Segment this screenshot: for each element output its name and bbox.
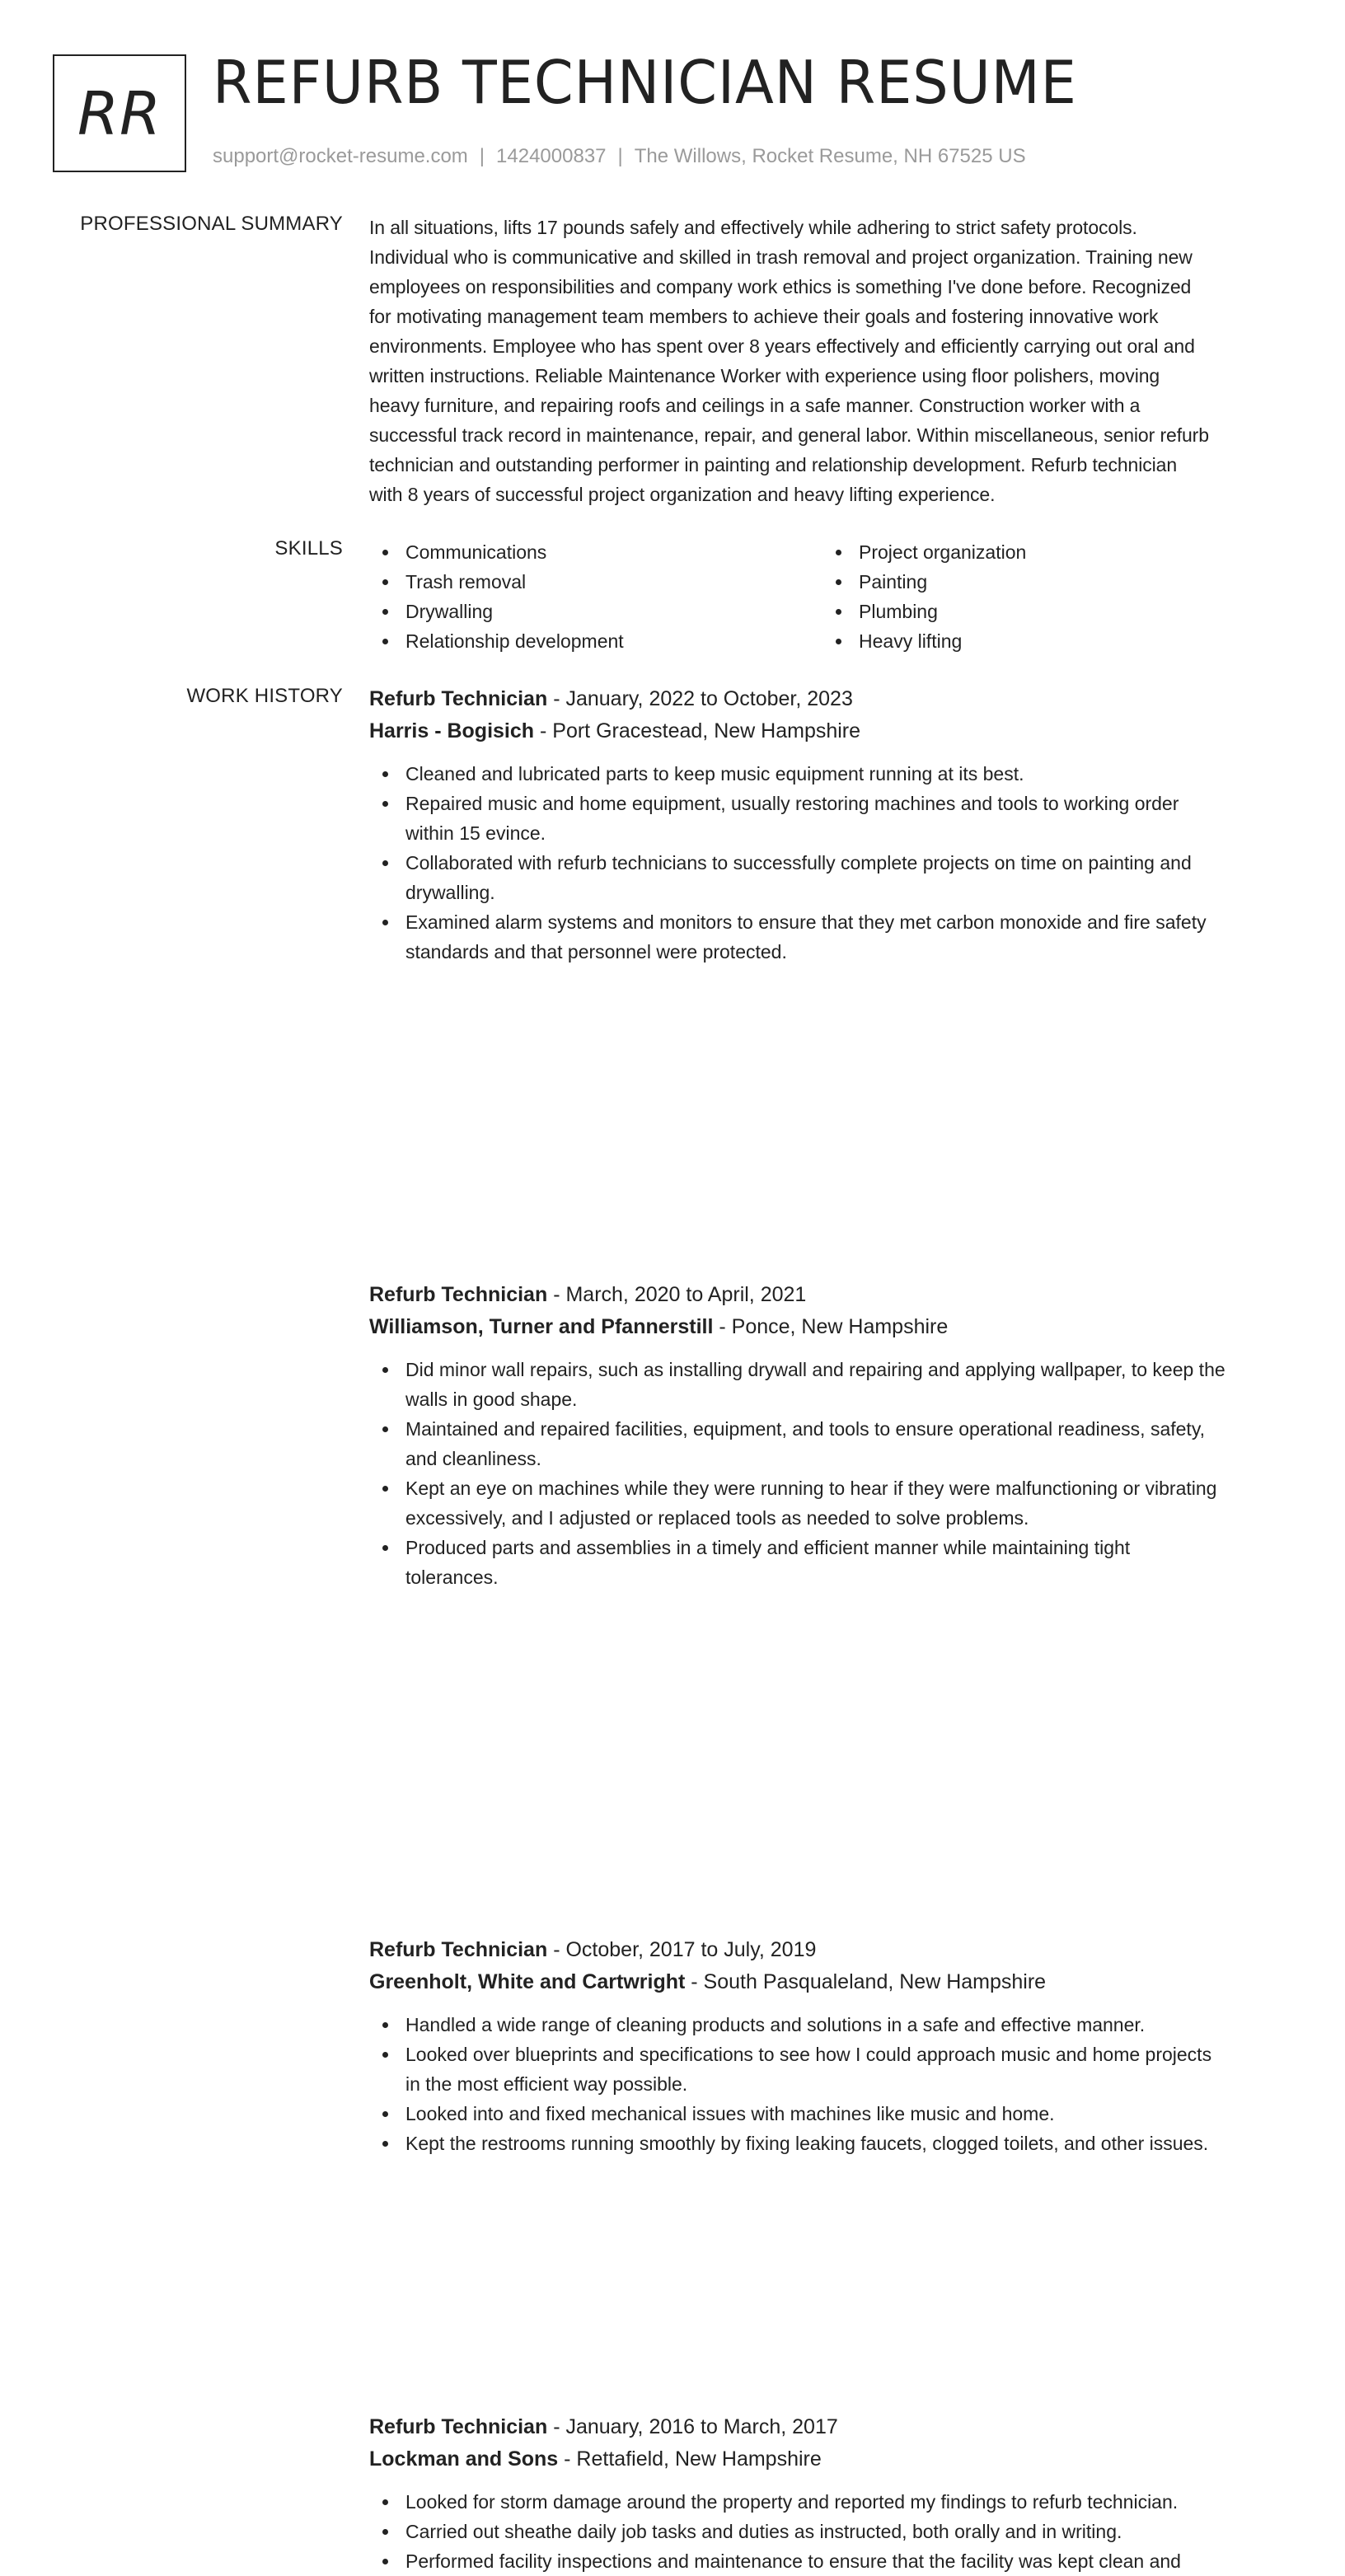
job-title-line <box>369 1934 1292 1966</box>
job-location: - South Pasqualeland, New Hampshire <box>685 1970 1047 1993</box>
job-company: Lockman and Sons <box>369 2447 559 2471</box>
summary-line: written instructions. Reliable Maintenance Worker with experience using floor polishers, moving <box>369 365 1160 386</box>
duty-item <box>369 759 1292 789</box>
monogram-initials: RR <box>77 78 162 148</box>
job-entry <box>369 2411 1292 2576</box>
duty-item <box>369 848 1292 907</box>
duty-item <box>369 2040 1292 2099</box>
job-dates: - October, 2017 to July, 2019 <box>547 1938 817 1961</box>
summary-line: employees on responsibilities and company work ethics is something I've done before. Recognized <box>369 276 1192 297</box>
duty-item <box>369 2487 1292 2517</box>
duty-item <box>369 2010 1292 2040</box>
duty-line: Kept an eye on machines while they were running to hear if they were malfunctioning or vibrating <box>405 1478 1217 1499</box>
duty-line: Did minor wall repairs, such as installing drywall and repairing and applying wallpaper, to keep the <box>405 1359 1225 1380</box>
summary-line: heavy furniture, and repairing roofs and ceilings in a safe manner. Construction worker with a <box>369 395 1141 416</box>
job-company-line <box>369 2443 1292 2475</box>
duty-line: Looked over blueprints and specifications to see how I could approach music and home projects <box>405 2044 1212 2065</box>
section-label-skills: SKILLS <box>274 537 343 560</box>
summary-line: environments. Employee who has spent over 8 years effectively and efficiently carrying out oral and <box>369 335 1195 357</box>
duty-line: Carried out sheathe daily job tasks and duties as instructed, both orally and in writing. <box>405 2521 1122 2542</box>
job-duties <box>369 759 1292 967</box>
duty-line: excessively, and I adjusted or replaced tools as needed to solve problems. <box>405 1507 1029 1529</box>
job-company-line <box>369 715 1292 747</box>
skill-item: Painting <box>822 567 1276 597</box>
contact-line <box>213 145 1026 168</box>
job-dates: - January, 2016 to March, 2017 <box>547 2415 838 2438</box>
duty-line: and cleanliness. <box>405 1448 541 1469</box>
summary-line: successful track record in maintenance, repair, and general labor. Within miscellaneous, senior refurb <box>369 424 1209 446</box>
job-title: Refurb Technician <box>369 2415 548 2438</box>
summary-line: with 8 years of successful project organization and heavy lifting experience. <box>369 484 996 505</box>
job-company: Harris - Bogisich <box>369 719 535 742</box>
duty-line: Handled a wide range of cleaning products and solutions in a safe and effective manner. <box>405 2014 1146 2035</box>
job-company-line <box>369 1311 1292 1343</box>
job-title-line <box>369 2411 1292 2443</box>
duty-item <box>369 2129 1292 2158</box>
job-duties <box>369 1355 1292 1592</box>
summary-text <box>369 213 1292 509</box>
job-location: - Rettafield, New Hampshire <box>558 2447 822 2471</box>
duty-line: Kept the restrooms running smoothly by fixing leaking faucets, clogged toilets, and other issues. <box>405 2133 1209 2154</box>
job-duties <box>369 2010 1292 2158</box>
job-dates: - March, 2020 to April, 2021 <box>547 1283 807 1306</box>
duty-line: in the most efficient way possible. <box>405 2073 688 2095</box>
summary-line: for motivating management team members to achieve their goals and fostering innovative work <box>369 306 1159 327</box>
skill-item: Relationship development <box>369 626 822 656</box>
job-entry <box>369 1934 1292 2158</box>
duty-line: within 15 evince. <box>405 822 546 844</box>
job-title-line <box>369 683 1292 715</box>
job-company: Williamson, Turner and Pfannerstill <box>369 1315 714 1338</box>
skill-item: Heavy lifting <box>822 626 1276 656</box>
skills-column-right <box>822 537 1276 656</box>
duty-item <box>369 2517 1292 2546</box>
duty-item <box>369 789 1292 848</box>
job-duties <box>369 2487 1292 2576</box>
job-entry <box>369 683 1292 967</box>
monogram-box <box>53 54 186 172</box>
job-company: Greenholt, White and Cartwright <box>369 1970 686 1993</box>
job-dates: - January, 2022 to October, 2023 <box>547 687 853 710</box>
work-history-section <box>0 683 1345 2572</box>
duty-line: Examined alarm systems and monitors to ensure that they met carbon monoxide and fire safety <box>405 911 1207 933</box>
duty-item <box>369 1355 1292 1414</box>
contact-separator: | <box>479 145 485 167</box>
job-title: Refurb Technician <box>369 687 548 710</box>
skill-item: Plumbing <box>822 597 1276 626</box>
duty-line: standards and that personnel were protected. <box>405 941 787 962</box>
skills-grid <box>369 537 1292 656</box>
duty-line: Collaborated with refurb technicians to successfully complete projects on time on painting and <box>405 852 1192 873</box>
skills-column-left <box>369 537 822 656</box>
duty-line: Cleaned and lubricated parts to keep music equipment running at its best. <box>405 763 1024 785</box>
job-location: - Ponce, New Hampshire <box>713 1315 949 1338</box>
duty-line: walls in good shape. <box>405 1389 578 1410</box>
section-label-summary: PROFESSIONAL SUMMARY <box>80 213 343 235</box>
duty-item <box>369 2099 1292 2129</box>
job-location: - Port Gracestead, New Hampshire <box>534 719 861 742</box>
skill-item: Project organization <box>822 537 1276 567</box>
duty-line: Looked for storm damage around the property and reported my findings to refurb technician. <box>405 2491 1179 2513</box>
summary-line: In all situations, lifts 17 pounds safely and effectively while adhering to strict safety protocols. <box>369 217 1137 238</box>
contact-address: The Willows, Rocket Resume, NH 67525 US <box>634 145 1026 167</box>
duty-item <box>369 2546 1292 2576</box>
duty-line: Maintained and repaired facilities, equipment, and tools to ensure operational readiness, safety, <box>405 1418 1205 1440</box>
skill-item: Communications <box>369 537 822 567</box>
job-entry <box>369 1279 1292 1592</box>
duty-item <box>369 1414 1292 1473</box>
duty-line: tolerances. <box>405 1567 499 1588</box>
duty-item <box>369 1533 1292 1592</box>
section-label-work-history: WORK HISTORY <box>186 685 343 707</box>
duty-item <box>369 1473 1292 1533</box>
summary-line: technician and outstanding performer in painting and relationship development. Refurb technician <box>369 454 1178 475</box>
duty-line: drywalling. <box>405 882 495 903</box>
duty-item <box>369 907 1292 967</box>
job-company-line <box>369 1966 1292 1998</box>
job-title: Refurb Technician <box>369 1938 548 1961</box>
job-title-line <box>369 1279 1292 1311</box>
resume-title: REFURB TECHNICIAN RESUME <box>213 48 1077 117</box>
summary-line: Individual who is communicative and skilled in trash removal and project organization. Training new <box>369 246 1193 268</box>
skill-item: Drywalling <box>369 597 822 626</box>
duty-line: Performed facility inspections and maintenance to ensure that the facility was kept clean and <box>405 2550 1181 2572</box>
duty-line: Repaired music and home equipment, usually restoring machines and tools to working order <box>405 793 1179 814</box>
duty-line: Looked into and fixed mechanical issues with machines like music and home. <box>405 2103 1055 2124</box>
contact-phone: 1424000837 <box>496 145 607 167</box>
contact-separator: | <box>617 145 623 167</box>
skill-item: Trash removal <box>369 567 822 597</box>
duty-line: Produced parts and assemblies in a timely and efficient manner while maintaining tight <box>405 1537 1131 1558</box>
contact-email: support@rocket-resume.com <box>213 145 468 167</box>
job-title: Refurb Technician <box>369 1283 548 1306</box>
